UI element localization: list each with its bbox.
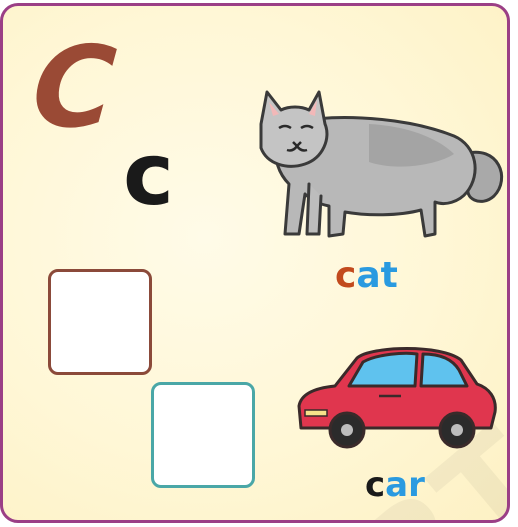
word-car-rest: ar [385,465,425,505]
alphabet-card [0,3,510,523]
word-car-initial: c [365,465,386,505]
word-car [365,465,425,505]
lowercase-letter: c [123,125,174,225]
word-cat-initial: c [335,255,357,296]
word-cat-rest: at [356,255,398,296]
car-icon [291,336,501,456]
writing-box-uppercase[interactable] [48,269,152,375]
cat-icon [249,84,509,254]
uppercase-letter: C [28,23,120,153]
word-cat [335,255,398,296]
writing-box-lowercase[interactable] [151,382,255,488]
